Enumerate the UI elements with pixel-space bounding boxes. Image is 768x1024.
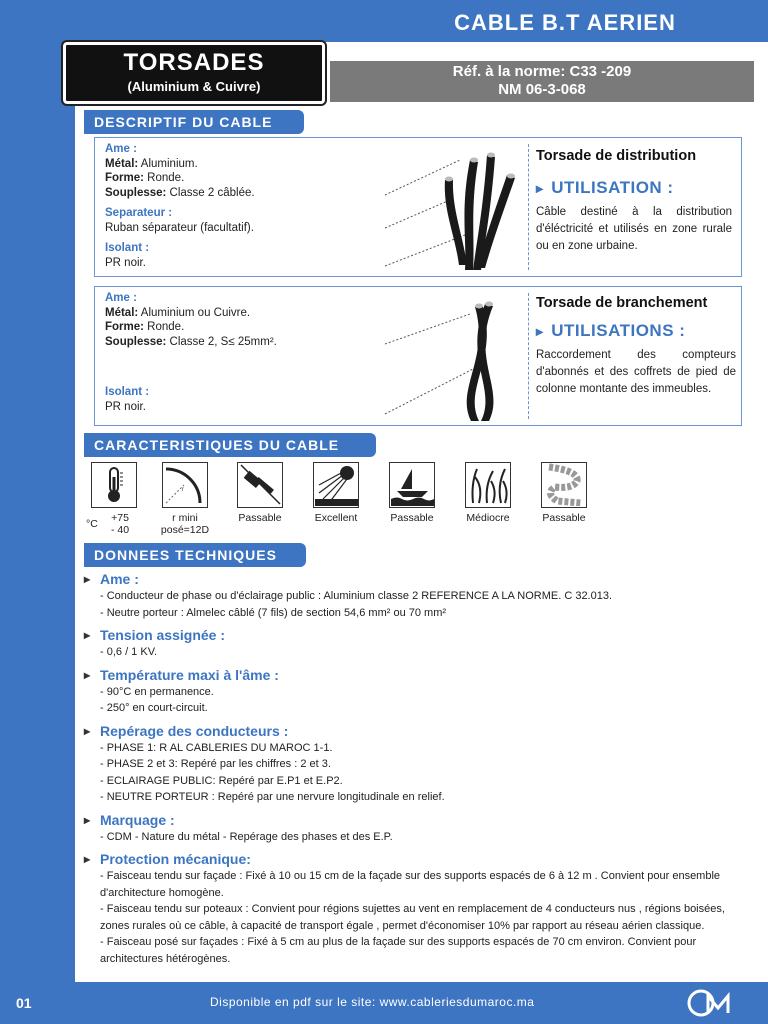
panel-branchement-divider: [528, 293, 529, 419]
ame-label: Ame :: [105, 292, 137, 304]
panel-distribution-divider: [528, 144, 529, 270]
impact-caption: Passable: [238, 512, 282, 524]
temperature-characteristic: [84, 462, 144, 536]
hammer-impact-icon: [237, 462, 283, 508]
temperature-unit: °C: [86, 518, 98, 530]
norme-line-1: Réf. à la norme: C33 -209: [452, 63, 632, 80]
dt-item-tension: [84, 626, 752, 661]
uv-caption: Excellent: [314, 512, 358, 524]
utilisation-heading: ▸ UTILISATION :: [536, 178, 674, 197]
chain-characteristic: [534, 462, 594, 524]
page-number: 01: [16, 995, 32, 1011]
souplesse-line: Souplesse: Classe 2, S≤ 25mm².: [105, 335, 277, 348]
chain-caption: Passable: [542, 512, 586, 524]
arrow-icon: ▸: [536, 323, 544, 339]
water-characteristic: [382, 462, 442, 524]
characteristics-icons: [84, 462, 604, 542]
dt-heading: Repérage des conducteurs :: [100, 722, 289, 739]
plants-icon: [465, 462, 511, 508]
dt-heading: Température maxi à l'âme :: [100, 666, 279, 683]
svg-text:r: r: [181, 487, 184, 493]
dt-item-ame: [84, 570, 752, 621]
dt-line: - Faisceau tendu sur poteaux : Convient pour régions sujettes au vent en remplacement de 4 conducteurs nus , régions boisées, zones rurales où ce câble, à capacité de transport égale , permet d'économiser 10% par rapport au réseau aérien classique.: [100, 903, 725, 932]
arrow-bullet-icon: ▸: [84, 628, 91, 642]
bend-radius-caption-1: r mini: [172, 512, 198, 524]
dt-item-temperature: [84, 666, 752, 717]
arrow-icon: ▸: [536, 180, 544, 196]
panel-branchement-specs: [105, 291, 277, 414]
dt-line: - Conducteur de phase ou d'éclairage public : Aluminium classe 2 REFERENCE A LA NORME. C 32.013.: [100, 590, 613, 602]
document-title: CABLE B.T AERIEN: [454, 10, 676, 35]
dt-line: - PHASE 2 et 3: Repéré par les chiffres : 2 et 3.: [100, 758, 331, 770]
isolant-label: Isolant :: [105, 242, 150, 254]
separateur-value: Ruban séparateur (facultatif).: [105, 221, 254, 234]
isolant-value: PR noir.: [105, 400, 146, 413]
dt-line: - Faisceau tendu sur façade : Fixé à 10 ou 15 cm de la façade sur des supports espacés de 6 à 12 m . Convient pour ensemble d'architecture homogène.: [100, 870, 721, 899]
dt-line: - 90°C en permanence.: [100, 685, 214, 698]
section-caracteristiques: CARACTERISTIQUES DU CABLE: [84, 433, 376, 457]
dt-line: - PHASE 1: R AL CABLERIES DU MAROC 1-1.: [100, 741, 333, 754]
dt-heading: Ame :: [100, 571, 139, 587]
arrow-bullet-icon: ▸: [84, 572, 91, 586]
souplesse-line: Souplesse: Classe 2 câblée.: [105, 186, 255, 199]
section-donnees: DONNEES TECHNIQUES: [84, 543, 306, 567]
ame-label: Ame :: [105, 143, 137, 155]
dt-heading: Tension assignée :: [100, 627, 225, 643]
dt-item-marquage: [84, 811, 752, 846]
norme-line-2: NM 06-3-068: [498, 81, 586, 98]
branchement-title: Torsade de branchement: [536, 295, 708, 311]
arrow-bullet-icon: ▸: [84, 667, 91, 682]
section-descriptif: DESCRIPTIF DU CABLE: [84, 110, 304, 134]
metal-line: Métal: Aluminium.: [105, 157, 198, 170]
arrow-bullet-icon: ▸: [84, 812, 91, 827]
torsades-title-box: [63, 42, 325, 104]
bend-radius-characteristic: [154, 462, 216, 536]
dt-item-protection: [84, 850, 752, 967]
forme-line: Forme: Ronde.: [105, 321, 185, 333]
dt-line: - 250° en court-circuit.: [100, 702, 208, 714]
arrow-bullet-icon: ▸: [84, 852, 91, 866]
chain-icon: [541, 462, 587, 508]
panel-branchement: [94, 286, 742, 426]
dt-line: - Faisceau posé sur façades : Fixé à 5 cm au plus de la façade sur des supports espacés de 70 cm environ. Convient pour architectures hétérogènes.: [100, 936, 697, 965]
dt-item-reperage: [84, 722, 752, 806]
thermometer-icon: [91, 462, 137, 508]
bend-radius-caption-2: posé=12D: [160, 524, 210, 536]
company-logo-icon: [686, 988, 736, 1018]
footer-website: Disponible en pdf sur le site: www.cableriesdumaroc.ma: [210, 995, 535, 1009]
sun-uv-icon: [313, 462, 359, 508]
panel-distribution-specs: [105, 142, 255, 270]
norme-reference: [330, 61, 754, 102]
temperature-min: - 40: [110, 524, 130, 536]
panel-distribution-usage: [536, 148, 732, 255]
technical-data: [84, 570, 752, 972]
arrow-bullet-icon: ▸: [84, 723, 91, 738]
bend-radius-icon: [162, 462, 208, 508]
torsades-title: TORSADES: [123, 49, 265, 76]
distribution-title: Torsade de distribution: [536, 148, 697, 164]
plants-characteristic: [458, 462, 518, 524]
water-caption: Passable: [390, 512, 434, 524]
dt-line: - ECLAIRAGE PUBLIC: Repéré par E.P1 et E.P2.: [100, 774, 343, 787]
boat-water-icon: [389, 462, 435, 508]
separateur-label: Separateur :: [105, 207, 173, 219]
isolant-label: Isolant :: [105, 386, 150, 398]
utilisations-heading: ▸ UTILISATIONS :: [536, 321, 686, 340]
panel-distribution: [94, 137, 742, 277]
plants-caption: Médiocre: [466, 512, 510, 524]
dt-line: - Neutre porteur : Almelec câblé (7 fils) de section 54,6 mm² ou 70 mm²: [100, 606, 447, 619]
torsades-subtitle: (Aluminium & Cuivre): [127, 79, 261, 94]
dt-line: - CDM - Nature du métal - Repérage des phases et des E.P.: [100, 830, 393, 843]
branchement-cable-image: [375, 289, 525, 423]
uv-characteristic: [306, 462, 366, 524]
dt-line: - NEUTRE PORTEUR : Repéré par une nervure longitudinale en relief.: [100, 791, 445, 803]
temperature-max: +75: [111, 512, 129, 524]
distribution-cable-image: [375, 140, 525, 274]
utilisations-description: Raccordement des compteurs d'abonnés et des coffrets de pied de colonne montante des immeubles.: [536, 349, 736, 395]
dt-heading: Marquage :: [100, 811, 175, 828]
dt-heading: Protection mécanique:: [100, 851, 251, 867]
forme-line: Forme: Ronde.: [105, 172, 185, 184]
panel-branchement-usage: [536, 295, 736, 398]
isolant-value: PR noir.: [105, 256, 146, 269]
utilisation-description: Câble destiné à la distribution d'éléctricité et utilisés en zone rurale ou en zone urbaine.: [536, 206, 732, 252]
metal-line: Métal: Aluminium ou Cuivre.: [105, 306, 251, 319]
impact-characteristic: [230, 462, 290, 524]
dt-line: - 0,6 / 1 KV.: [100, 646, 158, 658]
